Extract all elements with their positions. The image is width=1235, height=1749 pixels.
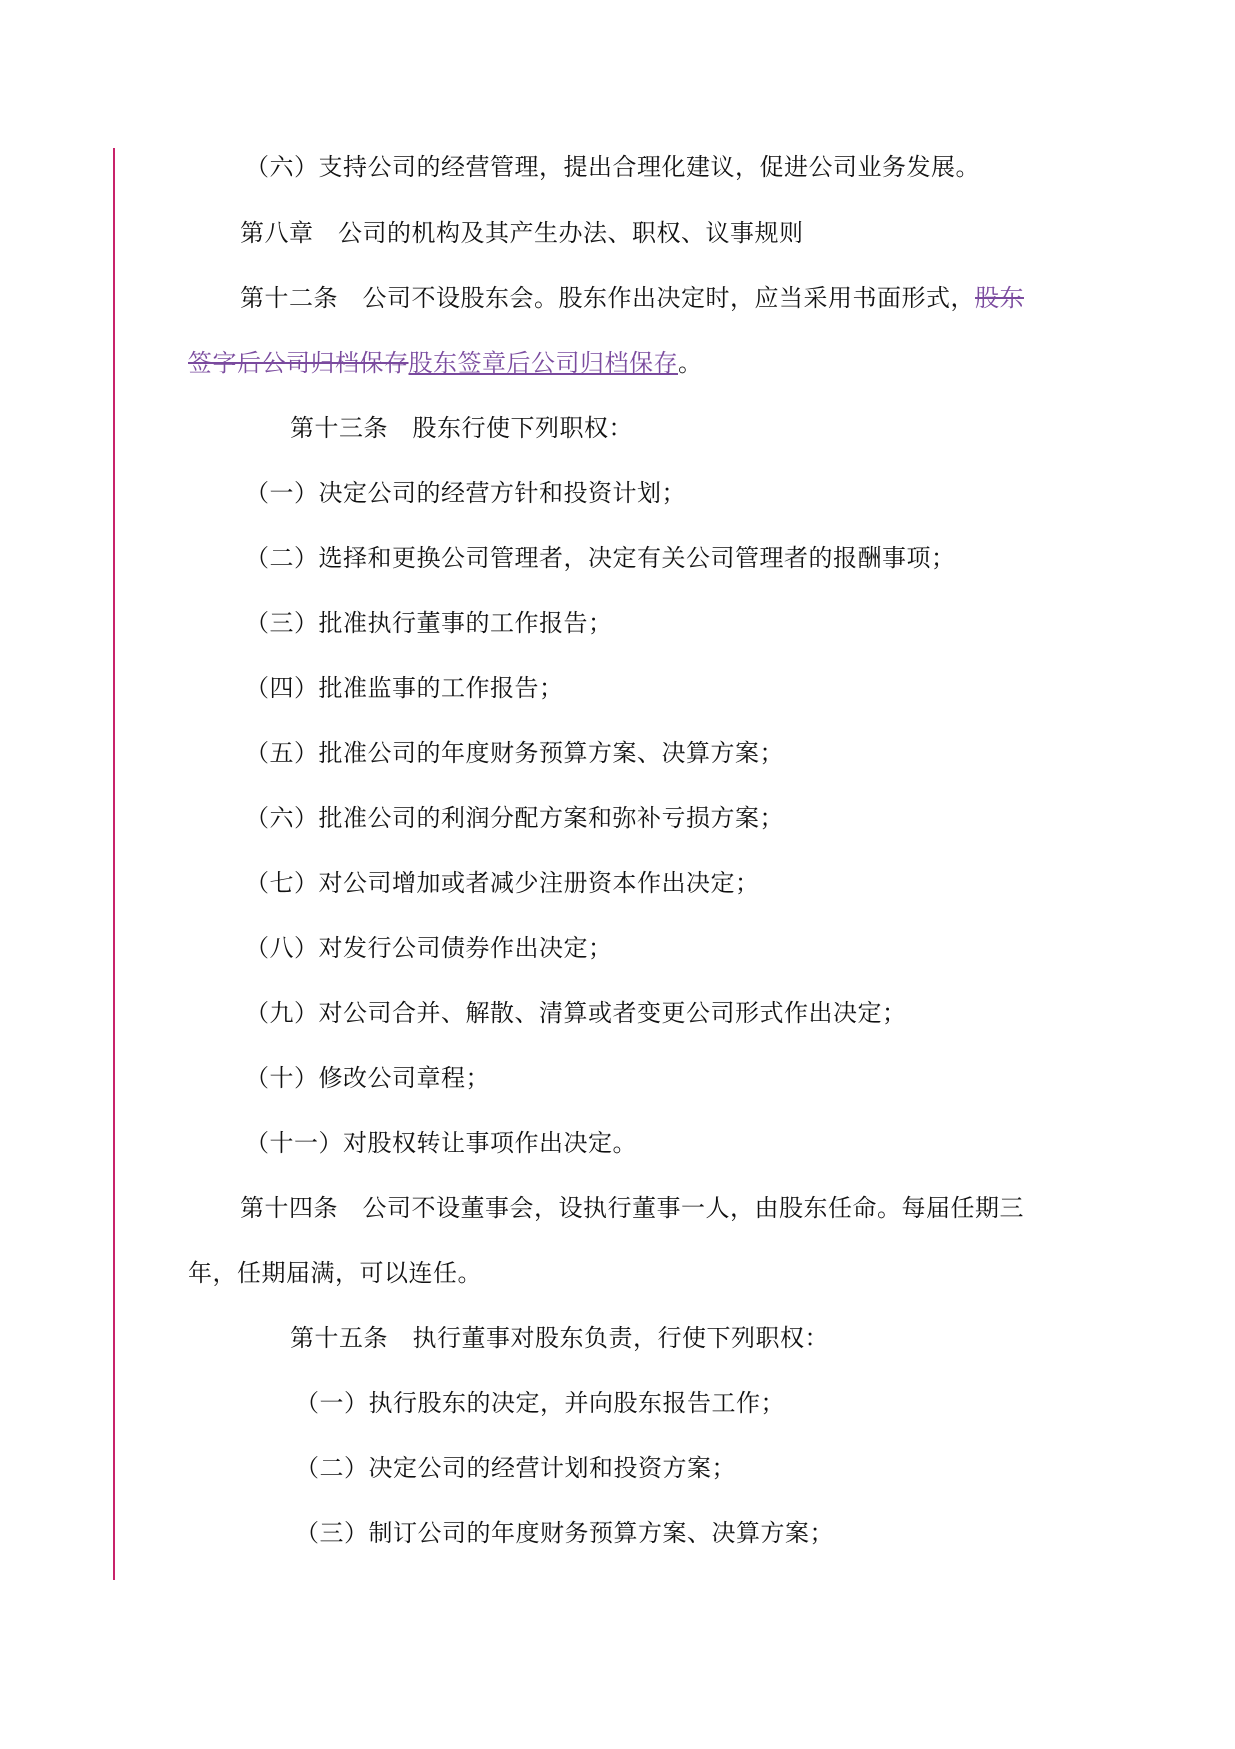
list-item: （七）对公司增加或者减少注册资本作出决定； — [245, 869, 760, 897]
article-14-line-2: 年，任期届满，可以连任。 — [188, 1259, 482, 1287]
deleted-text: 股东 — [975, 284, 1024, 312]
list-item: （一）执行股东的决定，并向股东报告工作； — [295, 1389, 785, 1417]
article-12-line-1 — [240, 283, 1024, 313]
list-item: （三）制订公司的年度财务预算方案、决算方案； — [295, 1519, 834, 1547]
list-item: （二）决定公司的经营计划和投资方案； — [295, 1454, 736, 1482]
sentence-end: 。 — [678, 349, 703, 377]
article-13-heading: 第十三条 股东行使下列职权： — [290, 414, 633, 442]
list-item: （六）批准公司的利润分配方案和弥补亏损方案； — [245, 804, 784, 832]
list-item: （四）批准监事的工作报告； — [245, 674, 564, 702]
list-item: （九）对公司合并、解散、清算或者变更公司形式作出决定； — [245, 999, 907, 1027]
deleted-text: 签字后公司归档保存 — [188, 349, 409, 377]
article-14-line-1: 第十四条 公司不设董事会，设执行董事一人，由股东任命。每届任期三 — [240, 1194, 1024, 1222]
article-12-text: 第十二条 公司不设股东会。股东作出决定时，应当采用书面形式， — [240, 284, 975, 312]
list-item: （十一）对股权转让事项作出决定。 — [245, 1129, 637, 1157]
list-item: （三）批准执行董事的工作报告； — [245, 609, 613, 637]
chapter-heading: 第八章 公司的机构及其产生办法、职权、议事规则 — [240, 219, 804, 247]
revision-change-bar — [113, 148, 115, 1580]
article-15-heading: 第十五条 执行董事对股东负责，行使下列职权： — [290, 1324, 829, 1352]
list-item: （十）修改公司章程； — [245, 1064, 490, 1092]
list-item: （一）决定公司的经营方针和投资计划； — [245, 479, 686, 507]
inserted-text: 股东签章后公司归档保存 — [408, 349, 678, 377]
article-12-line-2 — [188, 348, 703, 378]
list-item: （二）选择和更换公司管理者，决定有关公司管理者的报酬事项； — [245, 544, 956, 572]
paragraph-line-1: （六）支持公司的经营管理，提出合理化建议，促进公司业务发展。 — [245, 153, 980, 181]
list-item: （五）批准公司的年度财务预算方案、决算方案； — [245, 739, 784, 767]
list-item: （八）对发行公司债券作出决定； — [245, 934, 613, 962]
